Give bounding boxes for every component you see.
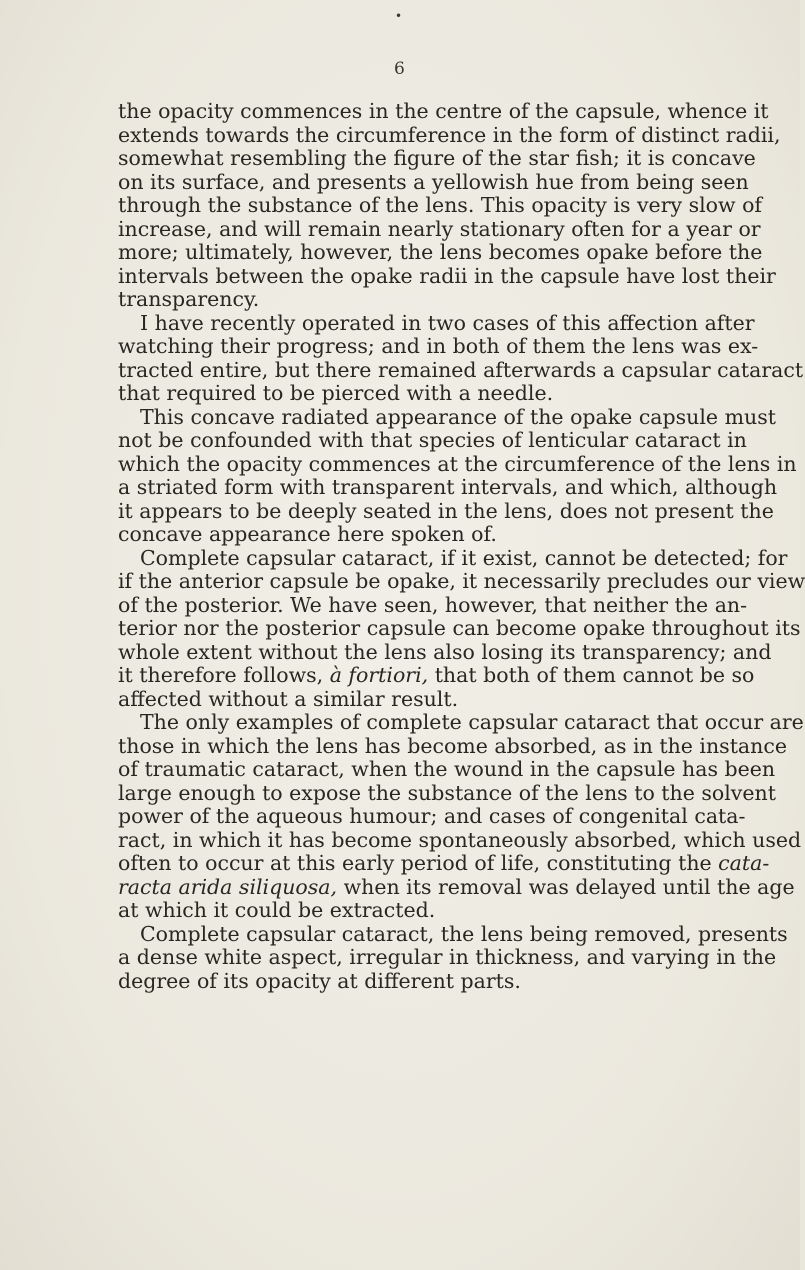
text-line: degree of its opacity at different parts. [118, 968, 521, 993]
text-line-mixed [118, 851, 770, 876]
body-text [118, 99, 805, 993]
text-line: if the anterior capsule be opake, it necessarily precludes our view [118, 569, 805, 593]
text-line: a striated form with transparent intervals, and which, although [118, 475, 778, 499]
text-line: at which it could be extracted. [118, 898, 436, 922]
page-number: 6 [394, 59, 405, 79]
text-line: I have recently operated in two cases of this affection after [140, 310, 755, 335]
italic-term: racta arida siliquosa, [118, 874, 338, 899]
text-line: power of the aqueous humour; and cases of congenital cata- [118, 804, 746, 828]
paragraph [118, 545, 805, 712]
text-line: whole extent without the lens also losing its transparency; and [118, 639, 772, 664]
paragraph [118, 99, 781, 312]
text-line: terior nor the posterior capsule can become opake throughout its [118, 616, 801, 640]
text-span: it therefore follows, [118, 663, 330, 687]
text-line: a dense white aspect, irregular in thickness, and varying in the [118, 945, 777, 969]
text-line: those in which the lens has become absorbed, as in the instance [118, 733, 787, 758]
text-span: that both of them cannot be so [428, 663, 755, 687]
text-line: that required to be pierced with a needle. [118, 381, 554, 405]
text-line: transparency. [118, 287, 260, 311]
text-line: of the posterior. We have seen, however, that neither the an- [118, 592, 748, 617]
paragraph [118, 921, 788, 994]
text-line: not be confounded with that species of lenticular cataract in [118, 428, 747, 452]
text-line: extends towards the circumference in the form of distinct radii, [118, 122, 781, 147]
italic-term: à fortiori, [329, 663, 429, 687]
text-line: The only examples of complete capsular cataract that occur are [140, 710, 804, 734]
text-line: concave appearance here spoken of. [118, 522, 497, 546]
text-line: This concave radiated appearance of the opake capsule must [140, 404, 776, 429]
text-line: ract, in which it has become spontaneously absorbed, which used [118, 827, 802, 852]
paragraph [118, 310, 804, 406]
paragraph [118, 710, 804, 923]
text-line: which the opacity commences at the circumference of the lens in [118, 451, 797, 476]
text-line: Complete capsular cataract, the lens being removed, presents [140, 921, 788, 946]
text-line: affected without a similar result. [118, 686, 459, 711]
text-span: often to occur at this early period of life, constituting the [118, 851, 719, 875]
text-line: through the substance of the lens. This opacity is very slow of [118, 193, 762, 217]
text-line: tracted entire, but there remained afterwards a capsular cataract [118, 357, 804, 382]
text-line: increase, and will remain nearly stationary often for a year or [118, 216, 761, 241]
text-line: on its surface, and presents a yellowish hue from being seen [118, 169, 749, 194]
text-line: watching their progress; and in both of them the lens was ex- [118, 334, 759, 358]
italic-term: cata- [718, 851, 770, 875]
text-line: somewhat resembling the figure of the star fish; it is concave [118, 146, 756, 170]
text-line: of traumatic cataract, when the wound in the capsule has been [118, 757, 776, 781]
top-mark: • [395, 9, 403, 23]
text-line: more; ultimately, however, the lens becomes opake before the [118, 240, 763, 264]
text-span: when its removal was delayed until the age [337, 874, 795, 899]
text-line: it appears to be deeply seated in the lens, does not present the [118, 498, 774, 523]
text-line: Complete capsular cataract, if it exist, cannot be detected; for [140, 545, 788, 570]
paragraph [118, 404, 797, 547]
text-line: intervals between the opake radii in the capsule have lost their [118, 263, 776, 288]
text-line-mixed [118, 874, 795, 900]
text-line-mixed [118, 663, 755, 688]
text-line: large enough to expose the substance of the lens to the solvent [118, 780, 776, 805]
text-line: the opacity commences in the centre of the capsule, whence it [118, 99, 769, 123]
